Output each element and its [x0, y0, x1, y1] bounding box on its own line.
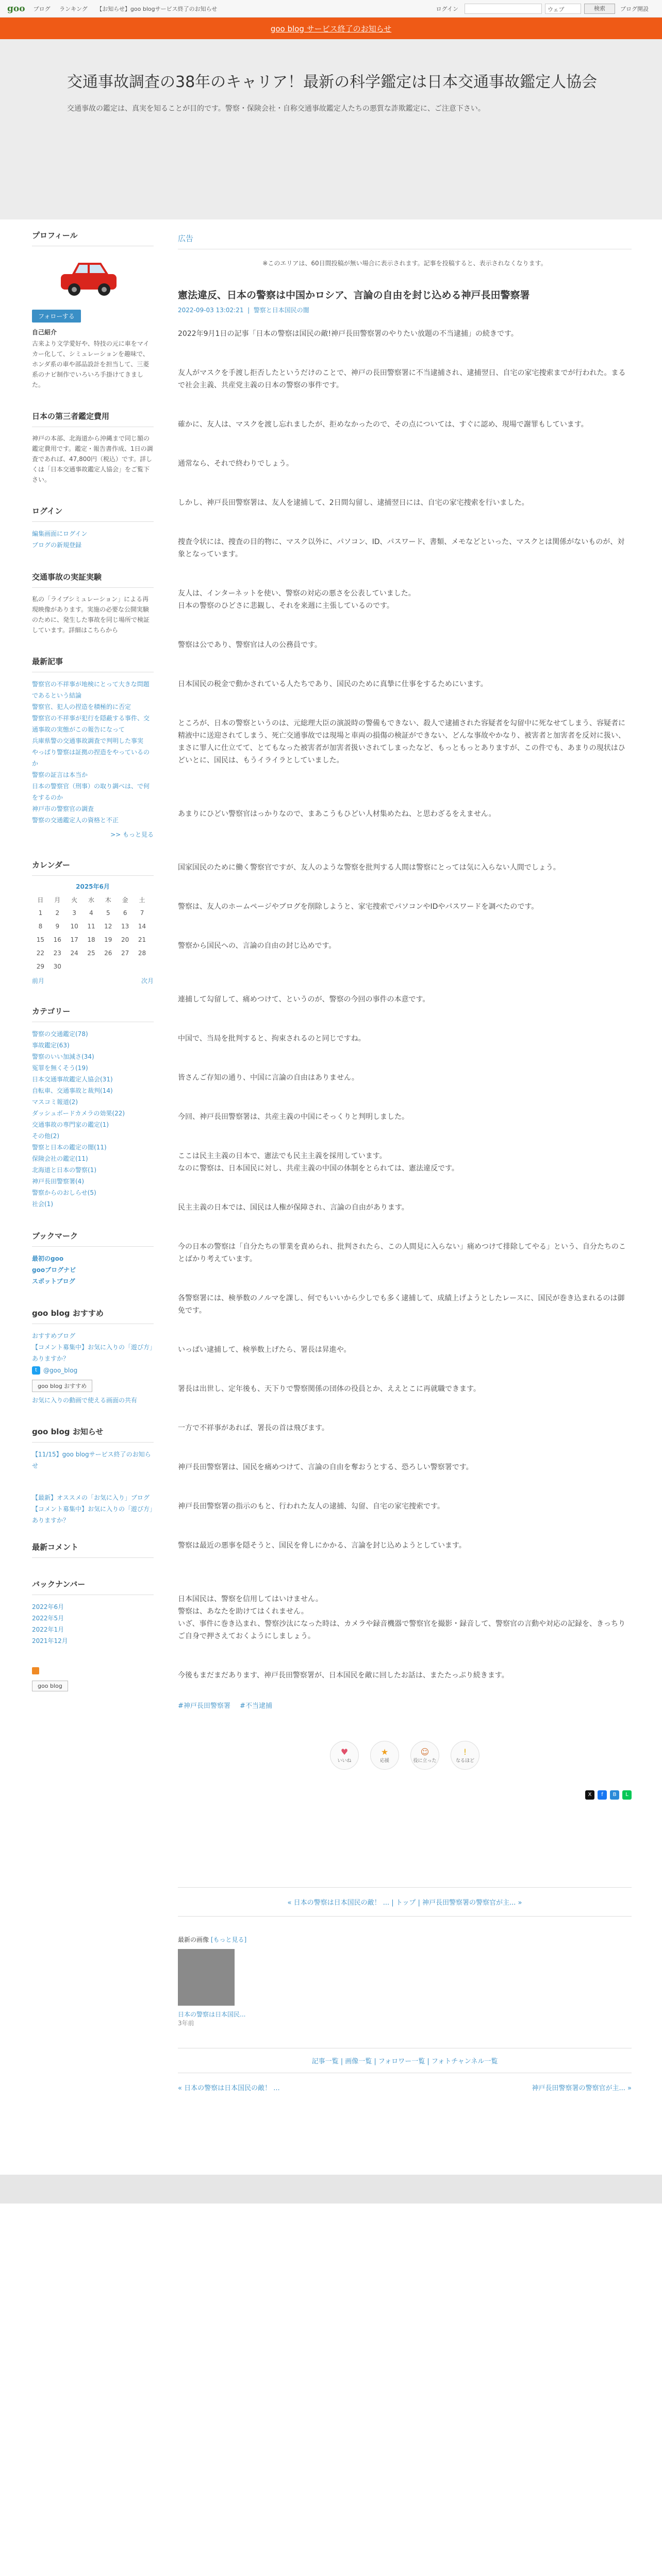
content-wrap — [0, 219, 662, 2576]
reaction-insight-button[interactable] — [451, 1741, 479, 1770]
paragraph-gap — [178, 1513, 632, 1539]
category-item[interactable]: 神戸長田警察署(4) — [32, 1178, 84, 1185]
paragraph-gap — [178, 651, 632, 678]
post-paragraph: 連捕して勾留して、痛めつけて、というのが、警察の今回の事件の本意です。 — [178, 995, 430, 1004]
profile-text: 古来より文学愛好や、特技の元に車をマイカー化して、シミュレーションを趣味で、ホンダ系の車や部品設計を担当して、三菱系のナビ制作でいろいろ手掛けてきました。 — [32, 340, 150, 388]
paragraph-gap — [178, 612, 632, 639]
goo-logo[interactable]: goo — [7, 3, 25, 14]
top-links — [34, 5, 225, 13]
post-meta: 2022-09-03 13:02:21 | 警察と日本国民の闇 — [178, 307, 309, 314]
facebook-share-icon[interactable]: f — [598, 1790, 607, 1800]
calendar-date: 18 — [87, 936, 95, 943]
paragraph-gap — [178, 952, 632, 993]
reaction-label: 役に立った — [413, 1758, 437, 1764]
bookmark-widget — [32, 1230, 154, 1287]
top-link-ranking[interactable]: ランキング — [59, 5, 88, 12]
post-paragraph: 神戸長田警察署の指示のもと、行われた友人の逮捕、勾留、自宅の家宅捜索です。 — [178, 1502, 444, 1511]
sidebar — [32, 230, 154, 1694]
recent-item[interactable]: 兵庫県警の交通事故調査で判明した事実 — [32, 737, 144, 744]
latest-caption[interactable]: 日本の警察は日本国民... — [178, 2011, 246, 2018]
recent-item[interactable]: やっぱり警察は証拠の捏造をやっているのか — [32, 749, 150, 767]
post-paragraph: 民主主義の日本では、国民は人権が保障され、言論の自由があります。 — [178, 1204, 409, 1212]
calendar-date: 7 — [140, 909, 144, 917]
category-item[interactable]: 日本交通事故鑑定人協会(31) — [32, 1076, 113, 1083]
post-paragraph: あまりにひどい警察官はっかりなので、まあこうもひどい人材集めたね、と思わざるをえません。 — [178, 810, 496, 818]
top-bar — [0, 0, 662, 18]
recent-more-link[interactable]: >> もっと見る — [110, 831, 154, 838]
prev-post-link[interactable]: « 日本の警察は日本国民の敵！ ... — [178, 2084, 280, 2092]
calendar-date — [100, 960, 117, 973]
follow-button[interactable]: フォローする — [32, 310, 81, 323]
latest-date: 3年前 — [178, 2020, 194, 2027]
reaction-like-button[interactable] — [330, 1741, 359, 1770]
paragraph-gap — [178, 767, 632, 808]
reaction-label: いいね — [337, 1758, 352, 1764]
line-share-icon[interactable]: L — [622, 1790, 632, 1800]
recent-item[interactable]: 警察の交通鑑定人の資格と不正 — [32, 817, 119, 824]
category-item[interactable]: 交通事故の専門家の鑑定(1) — [32, 1121, 109, 1128]
bookmark-title: ブックマーク — [32, 1230, 154, 1247]
tag-link[interactable]: #神戸長田警察署 — [178, 1702, 230, 1710]
recent-item[interactable]: 日本の警察官（刑事）の取り調べは、で何をするのか — [32, 783, 150, 801]
latest-more-link[interactable]: [もっと見る] — [210, 1936, 247, 1943]
category-item[interactable]: 事故鑑定(63) — [32, 1042, 70, 1049]
recent-item[interactable]: 警察の証言は本当か — [32, 771, 88, 778]
realcase-title: 交通事故の実証実験 — [32, 571, 154, 588]
calendar-date: 14 — [138, 923, 146, 930]
calendar-date: 21 — [138, 936, 146, 943]
realcase-text: 私の「ライブシミュレーション」による再現映像があります。実施の必要な公開実験のために、発生した事故を同じ場所で検証しています。詳細はこちらから — [32, 596, 150, 634]
smile-icon: ☺ — [420, 1747, 429, 1757]
calendar-date: 1 — [38, 909, 43, 917]
next-post-link[interactable]: 神戸長田警察署の警察官が主... » — [532, 2084, 632, 2092]
tag-link[interactable]: #不当逮捕 — [240, 1702, 272, 1710]
category-item[interactable]: 北海道と日本の警察(1) — [32, 1166, 96, 1174]
comments-widget — [32, 1541, 154, 1558]
bookmark-item[interactable]: スポットブログ — [32, 1278, 75, 1285]
sidebar-footer — [32, 1667, 154, 1694]
paragraph-gap — [178, 561, 632, 587]
category-item[interactable]: 自転車、交通事故と裁判(14) — [32, 1087, 113, 1094]
category-item[interactable]: その他(2) — [32, 1132, 59, 1140]
reaction-label: なるほど — [455, 1758, 474, 1764]
top-link-notice[interactable]: 【お知らせ】goo blogサービス終了のお知らせ — [96, 5, 218, 12]
post-paragraph: ところが、日本の警察というのは、元総理大臣の演説時の警備もできない、殺人で逮捕された容疑者を勾留中に死なせてしまう、容疑者に精液中に送迎されてしまう、死亡交通事故では現場と車両の損傷の検証ができない、どんな事故やかなり、被害者と加害者を反対に扱い、まさに罪人に仕立てて、とてもなった被害者が加害者扱いされてしまったなど、もっともっとありますが、この件でも、あまりの現状はひどいとに、国民は、もうイライラとしていました。 — [178, 719, 625, 765]
cal-day: 日 — [37, 896, 44, 904]
paragraph-gap — [178, 1642, 632, 1669]
calendar-date: 5 — [106, 909, 110, 917]
category-item[interactable]: 警察と日本の鑑定の闇(11) — [32, 1144, 107, 1151]
paragraph-gap — [178, 1045, 632, 1072]
post-paragraph: 日本国民は、警察を信用してはいけません。 — [178, 1595, 323, 1603]
blog-header — [0, 39, 662, 219]
news-item[interactable]: 【コメント募集中】お気に入りの「遊び方」ありますか？ — [32, 1505, 153, 1524]
calendar-date: 15 — [36, 936, 45, 943]
post-paragraph: 警察は、友人のホームページやブログを削除しようと、家宅捜索でパソコンやIDやパスワードを調べたのです。 — [178, 903, 539, 911]
register-link[interactable]: ブログ開設 — [620, 5, 649, 12]
profile-title: プロフィール — [32, 230, 154, 246]
footer-goo-badge[interactable]: goo blog — [32, 1681, 68, 1691]
twitter-link[interactable]: @goo_blog — [43, 1367, 78, 1374]
goo-recommend-title: goo blog おすすめ — [32, 1308, 154, 1324]
new-blog-link[interactable]: ブログの新規登録 — [32, 541, 82, 549]
paragraph-gap — [178, 340, 632, 367]
share-row — [178, 1790, 632, 1800]
category-item[interactable]: 社会(1) — [32, 1200, 53, 1208]
post-paragraph: 神戸長田警察署は、国民を痛めつけて、言論の自由を奪おうとする、恐ろしい警察署です。 — [178, 1463, 473, 1471]
paragraph-gap — [178, 1395, 632, 1422]
backnumber-item[interactable]: 2021年12月 — [32, 1637, 68, 1645]
star-icon: ★ — [380, 1747, 389, 1757]
category-item[interactable]: 保険会社の鑑定(11) — [32, 1155, 88, 1162]
cal-day: 土 — [139, 896, 145, 904]
post-paragraph: 捜査令状には、捜査の目的物に、マスク以外に、パソコン、ID、パスワード、書類、メモなどといった、マスクとは関係がないものが、対象となっています。 — [178, 538, 625, 558]
recommend-badge[interactable]: goo blog おすすめ — [32, 1380, 92, 1392]
search-scope-select[interactable]: ウェブ — [545, 4, 581, 14]
news-widget — [32, 1426, 154, 1526]
edit-login-link[interactable]: 編集画面にログイン — [32, 530, 88, 537]
post-date: 2022-09-03 13:02:21 — [178, 307, 244, 314]
paragraph-gap — [178, 1552, 632, 1593]
calendar-caption: 2025年6月 — [76, 883, 110, 890]
x-share-icon[interactable]: X — [585, 1790, 594, 1800]
post-pager[interactable]: « 日本の警察は日本国民の敵！ ... | トップ | 神戸長田警察署の警察官が主... » — [178, 1887, 632, 1917]
backnumber-item[interactable]: 2022年1月 — [32, 1626, 64, 1633]
footer-links[interactable]: 記事一覧 | 画像一覧 | フォロワー一覧 | フォトチャンネル一覧 — [178, 2048, 632, 2073]
post-title[interactable]: 憲法違反、日本の警察は中国かロシア、言論の自由を封じ込める神戸長田警察署 — [178, 290, 530, 301]
paragraph-gap — [178, 509, 632, 536]
calendar-date: 25 — [87, 950, 95, 957]
login-title: ログイン — [32, 505, 154, 522]
calendar-date: 20 — [121, 936, 129, 943]
cal-day: 月 — [54, 896, 61, 904]
post-paragraph: 警察は最近の悪事を隠そうと、国民を脅しにかかる、言論を封じ込めようとしています。 — [178, 1541, 466, 1550]
reaction-cheer-button[interactable] — [370, 1741, 399, 1770]
comments-title: 最新コメント — [32, 1541, 154, 1558]
category-list — [32, 1028, 154, 1210]
post-paragraph: 中国で、当局を批判すると、拘束されるのと同じですね。 — [178, 1035, 366, 1043]
post-paragraph: 警察は、あなたを助けてはくれません。 — [178, 1607, 308, 1616]
profile-name: 自己紹介 — [32, 329, 57, 336]
paragraph-gap — [178, 1473, 632, 1500]
latest-images — [178, 1935, 632, 2027]
calendar-prev[interactable]: 前月 — [32, 977, 45, 985]
post-paragraph: 日本の警察のひどさに悲観し、それを来週に主張しているのです。 — [178, 602, 394, 610]
category-item[interactable]: ダッシュボードカメラの効果(22) — [32, 1110, 125, 1117]
calendar-date: 9 — [55, 923, 60, 930]
calendar-date: 11 — [87, 923, 95, 930]
footer-prev-next — [178, 2082, 632, 2092]
login-link[interactable]: ログイン — [436, 5, 458, 12]
post-paragraph: 友人は、インターネットを使い、警察の対応の悪さを公表していました。 — [178, 589, 416, 598]
calendar-date: 6 — [123, 909, 127, 917]
fee-title: 日本の第三者鑑定費用 — [32, 411, 154, 427]
paragraph-gap — [178, 1214, 632, 1241]
post-paragraph: いざ、事件に巻き込まれ、警察沙汰になった時は、カメラや録音機器で警察官を撮影・録音して、警察官の言動や対応の記録を、きっちりご自身で押さえておくようにしましょう。 — [178, 1620, 625, 1640]
calendar-date: 17 — [70, 936, 78, 943]
fee-text: 神戸の本部、北海道から沖縄まで同じ額の鑑定費用です。鑑定・報告書作成、1日の調査であれば、47,800円（税込）です。詳しくは「日本交通事故鑑定人協会」をご覧下さい。 — [32, 435, 153, 483]
post-paragraph: 一方で不祥事があれば、署長の首は飛びます。 — [178, 1424, 329, 1432]
post-paragraph: 確かに、友人は、マスクを渡し忘れましたが、拒めなかったので、その点については、すぐに認め、現場で謝罪もしています。 — [178, 420, 588, 429]
reaction-helpful-button[interactable] — [410, 1741, 439, 1770]
gray-band — [0, 2175, 662, 2204]
calendar-date: 16 — [53, 936, 61, 943]
paragraph-gap — [178, 1175, 632, 1201]
paragraph-gap — [178, 1356, 632, 1383]
calendar-date: 2 — [55, 909, 60, 917]
post-paragraph: 日本国民の税金で動かされている人たちであり、国民のために真摯に仕事をするためにいます。 — [178, 680, 488, 688]
post-paragraph: なのに警察は、日本国民に対し、共産主義の中国の体制をとられては、憲法違反です。 — [178, 1164, 459, 1173]
service-end-banner — [0, 18, 662, 39]
category-item[interactable]: 冤罪を無くそう(19) — [32, 1064, 88, 1072]
calendar-title: カレンダー — [32, 859, 154, 876]
heart-icon: ♥ — [340, 1747, 349, 1757]
post-paragraph: 今回、神戸長田警察署は、共産主義の中国にそっくりと判明しました。 — [178, 1113, 409, 1121]
fee-widget — [32, 411, 154, 485]
news-item[interactable]: 【最新】オススメの「お気に入り」ブログ — [32, 1494, 150, 1501]
recent-item[interactable]: 警察官の不祥事が犯行を隠蔽する事件、交通事故の実態がこの報告になって — [32, 715, 150, 733]
post-paragraph: 今後もまだまだあります、神戸長田警察署が、日本国民を敵に回したお話は、またたっぷり続きます。 — [178, 1671, 509, 1680]
latest-title: 最新の画像 — [178, 1936, 209, 1943]
calendar-date — [117, 960, 134, 973]
hatena-share-icon[interactable]: B — [610, 1790, 619, 1800]
search-input[interactable] — [465, 4, 542, 14]
category-item[interactable]: 警察からのおしらせ(5) — [32, 1189, 96, 1196]
recent-item[interactable]: 警察官の不祥事が地検にとって大きな問題であるという結論 — [32, 681, 150, 699]
post-paragraph: 国家国民のために働く警察官ですが、友人のような警察を批判する人間は警察にとっては気に入らない人間でしょう。 — [178, 863, 560, 872]
recommend-note[interactable]: お気に入りの動画で使える画面の共有 — [32, 1397, 138, 1404]
news-title: goo blog お知らせ — [32, 1426, 154, 1443]
post-body — [178, 328, 632, 1682]
post-paragraph: 警察は公であり、警察官は人の公務員です。 — [178, 641, 322, 649]
ad-notice: ※このエリアは、60日間投稿が無い場合に表示されます。記事を投稿すると、表示されなくなります。 — [262, 260, 547, 267]
calendar-date: 4 — [89, 909, 93, 917]
news-item[interactable]: 【11/15】goo blogサービス終了のお知らせ — [32, 1451, 151, 1469]
login-widget — [32, 505, 154, 551]
calendar-body — [32, 906, 151, 973]
recommend-item[interactable]: おすすめブログ — [32, 1332, 76, 1340]
paragraph-gap — [178, 874, 632, 901]
cal-day: 火 — [71, 896, 78, 904]
blog-post — [178, 288, 632, 1710]
post-paragraph: 各警察署には、検挙数のノルマを課し、何でもいいから少しでも多く逮捕して、成績上げようとしたレースに、国民が巻き込まれるのは御免です。 — [178, 1294, 625, 1315]
banner-link[interactable]: goo blog サービス終了のお知らせ — [270, 24, 392, 33]
cal-day: 木 — [105, 896, 111, 904]
recommend-item[interactable]: 【コメント募集中】お気に入りの「遊び方」ありますか？ — [32, 1344, 153, 1362]
profile-widget — [32, 230, 154, 390]
rss-icon[interactable] — [32, 1667, 39, 1674]
post-paragraph: しかし、神戸長田警察署は、友人を逮捕して、2日間勾留し、逮捕翌日には、自宅の家宅捜索を行いました。 — [178, 499, 529, 507]
paragraph-gap — [178, 1123, 632, 1150]
calendar-date: 30 — [53, 963, 61, 970]
category-item[interactable]: 警察のいい加減さ(34) — [32, 1053, 94, 1060]
latest-thumbnail[interactable] — [178, 1949, 235, 2006]
calendar-date — [66, 960, 83, 973]
calendar-date: 13 — [121, 923, 129, 930]
calendar-widget — [32, 859, 154, 985]
calendar-date: 27 — [121, 950, 129, 957]
cal-day: 金 — [122, 896, 128, 904]
calendar-table — [32, 893, 151, 973]
post-paragraph: 署長は出世し、定年後も、天下りで警察関係の団体の役員とか、ええとこに再就職できます。 — [178, 1385, 481, 1393]
category-widget — [32, 1006, 154, 1210]
calendar-date: 24 — [70, 950, 78, 957]
ad-label: 広告 — [178, 233, 632, 249]
backnumber-item[interactable]: 2022年6月 — [32, 1603, 64, 1611]
reaction-row — [178, 1741, 632, 1770]
post-paragraph: 通常なら、それで終わりでしょう。 — [178, 460, 293, 468]
paragraph-gap — [178, 820, 632, 861]
calendar-date: 22 — [36, 950, 45, 957]
post-paragraph: 警察から国民への、言論の自由の封じ込めです。 — [178, 942, 336, 950]
category-item[interactable]: 警察の交通鑑定(78) — [32, 1030, 88, 1038]
bookmark-item[interactable]: gooブログナビ — [32, 1266, 76, 1274]
post-paragraph: ここは民主主義の日本で、憲法でも民主主義を採用しています。 — [178, 1152, 387, 1160]
top-link-blog[interactable]: ブログ — [33, 5, 51, 12]
post-paragraph: いっぱい逮捕して、検挙数上げたら、署長は昇進や。 — [178, 1346, 351, 1354]
red-car-icon — [56, 256, 122, 300]
paragraph-gap — [178, 392, 632, 418]
cal-day: 水 — [88, 896, 94, 904]
post-paragraph: 皆さんご存知の通り、中国に言論の自由はありません。 — [178, 1074, 359, 1082]
paragraph-gap — [178, 1434, 632, 1461]
paragraph-gap — [178, 913, 632, 940]
calendar-date: 26 — [104, 950, 112, 957]
calendar-date: 28 — [138, 950, 146, 957]
backnumber-title: バックナンバー — [32, 1579, 154, 1595]
paragraph-gap — [178, 431, 632, 457]
bulb-icon: ! — [463, 1747, 467, 1757]
calendar-date — [134, 960, 151, 973]
calendar-next[interactable]: 次月 — [141, 977, 154, 985]
blog-title[interactable]: 交通事故調査の38年のキャリア！最新の科学鑑定は日本交通事故鑑定人協会 — [67, 73, 598, 91]
category-title: カテゴリー — [32, 1006, 154, 1022]
category-item[interactable]: マスコミ報道(2) — [32, 1098, 78, 1106]
twitter-icon: t — [32, 1366, 40, 1375]
post-category[interactable]: 警察と日本国民の闇 — [253, 307, 309, 314]
reaction-label: 応援 — [379, 1758, 389, 1764]
calendar-date — [83, 960, 100, 973]
paragraph-gap — [178, 1265, 632, 1292]
bookmark-item[interactable]: 最初のgoo — [32, 1255, 64, 1262]
search-button[interactable]: 検索 — [584, 4, 615, 14]
main-column — [178, 225, 632, 2092]
paragraph-gap — [178, 1317, 632, 1344]
recent-item[interactable]: 神戸市の警察官の調査 — [32, 805, 94, 812]
post-tags — [178, 1700, 632, 1710]
post-paragraph: 友人がマスクを手渡し拒否したというだけのことで、神戸の長田警察署に不当逮捕され、逮捕翌日、自宅の家宅捜索までが行われた。まるで社会主義、共産党主義の日本の警察の事件です。 — [178, 369, 626, 389]
calendar-date: 3 — [72, 909, 76, 917]
calendar-date: 19 — [104, 936, 112, 943]
post-paragraph: 今の日本の警察は「自分たちの罪業を責められ、批判されたら、この人間見に入らない」痛めつけて排除してやる」という、自分たちのことばかり考えています。 — [178, 1243, 626, 1263]
paragraph-gap — [178, 1084, 632, 1111]
backnumber-widget — [32, 1579, 154, 1647]
calendar-date: 12 — [104, 923, 112, 930]
goo-recommend-widget — [32, 1308, 154, 1405]
calendar-date: 10 — [70, 923, 78, 930]
post-paragraph: 2022年9月1日の記事「日本の警察は国民の敵!神戸長田警察署のやりたい放題の不当逮捕」の続きです。 — [178, 330, 518, 338]
paragraph-gap — [178, 470, 632, 497]
calendar-date: 23 — [53, 950, 61, 957]
paragraph-gap — [178, 1006, 632, 1032]
backnumber-item[interactable]: 2022年5月 — [32, 1615, 64, 1622]
recent-title: 最新記事 — [32, 656, 154, 672]
paragraph-gap — [178, 690, 632, 717]
blog-description: 交通事故の鑑定は、真実を知ることが目的です。警察・保険会社・自称交通事故鑑定人たちの悪質な詐欺鑑定に、ご注意下さい。 — [67, 105, 485, 113]
realcase-widget — [32, 571, 154, 635]
recent-item[interactable]: 警察官、犯人の捏造を積極的に否定 — [32, 703, 131, 710]
top-right — [436, 4, 655, 14]
recent-widget — [32, 656, 154, 839]
calendar-date: 8 — [38, 923, 43, 930]
calendar-date: 29 — [36, 963, 45, 970]
